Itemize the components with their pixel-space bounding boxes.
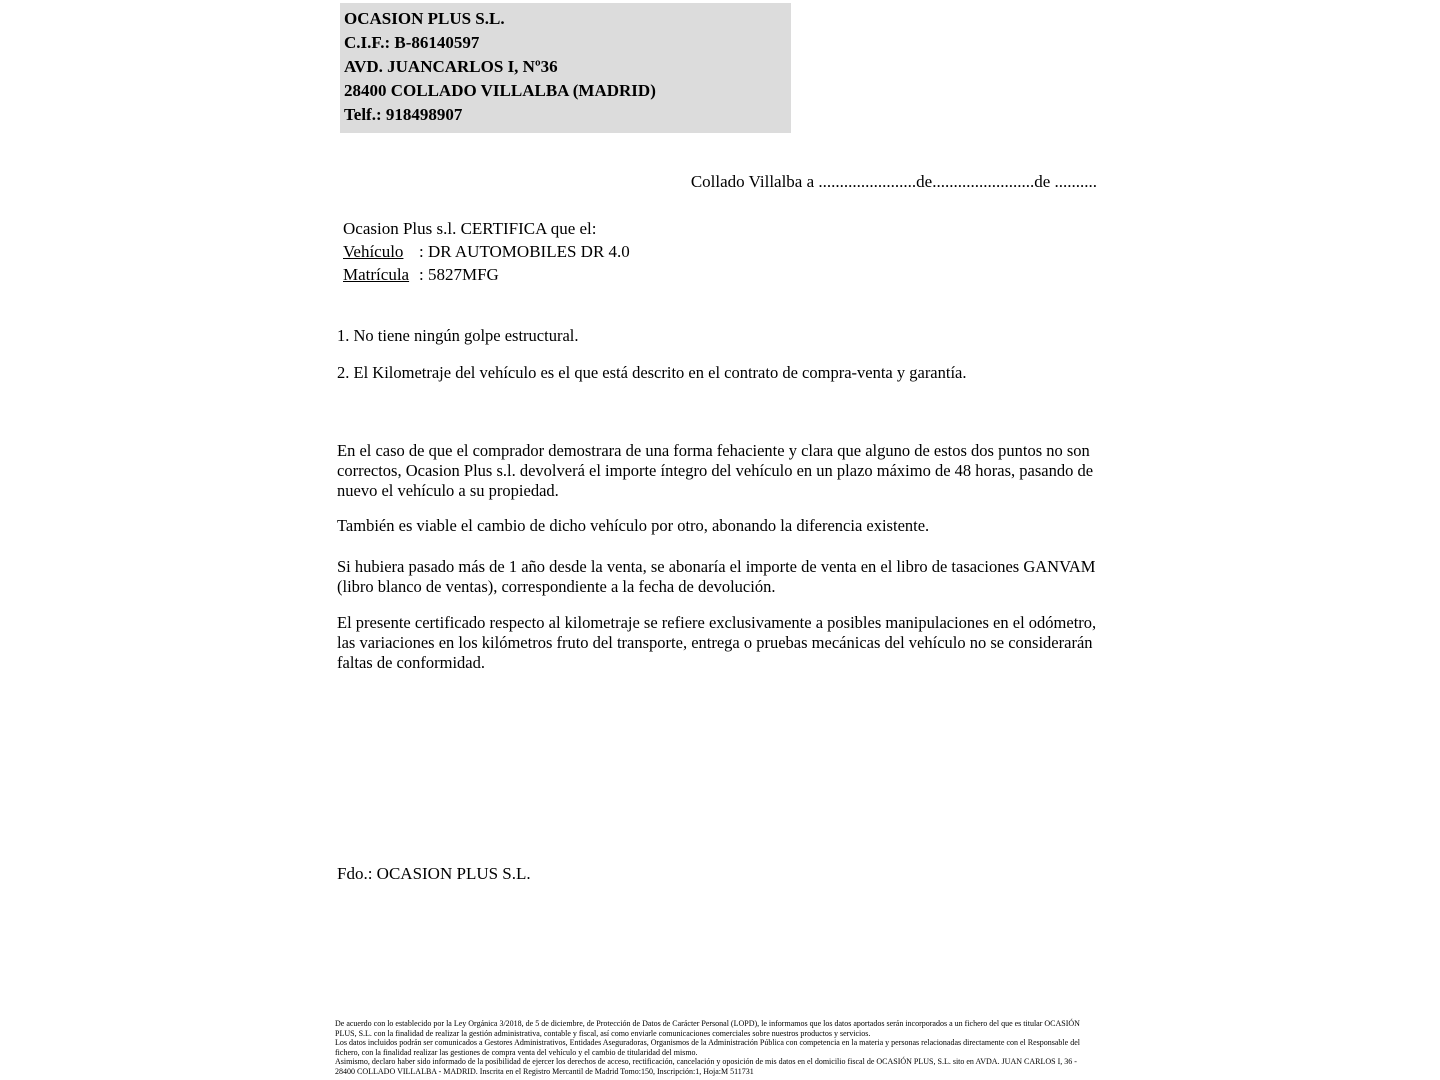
paragraph-odometer: El presente certificado respecto al kilometraje se refiere exclusivamente a posibles manipulaciones en el odómetro, las variaciones en los kilómetros fruto del transporte, entrega o pruebas mecánicas del vehículo no se considerarán faltas de conformidad.: [337, 613, 1097, 672]
signature-line: Fdo.: OCASION PLUS S.L.: [337, 864, 531, 883]
certify-intro: Ocasion Plus s.l. CERTIFICA que el:: [343, 219, 597, 238]
company-header-box: [340, 3, 791, 133]
vehicle-label: Vehículo: [343, 242, 404, 261]
plate-label: Matrícula: [343, 265, 410, 284]
paragraph-return-policy: En el caso de que el comprador demostrara de una forma fehaciente y clara que alguno de estos dos puntos no son correctos, Ocasion Plus s.l. devolverá el importe íntegro del vehículo en un plazo máximo de 48 horas, pasando de nuevo el vehículo a su propiedad.: [337, 441, 1094, 500]
legal-paragraph-data-sharing: Los datos incluidos podrán ser comunicados a Gestores Administrativos, Entidades Aseguradoras, Organismos de la Administración Pública con competencia en la materia y personas relacionadas directamente con el Responsable del fichero, con la finalidad realizar las gestiones de compra venta del vehículo y el cambio de titularidad del mismo.: [335, 1038, 1080, 1057]
legal-paragraph-rights: Asimismo, declaro haber sido informado de la posibilidad de ejercer los derechos de acceso, rectificación, cancelación y oposición de mis datos en el domicilio fiscal de OCASIÓN PLUS, S.L. sito en AVDA. JUAN CARLOS I, 36 - 28400 COLLADO VILLALBA - MADRID. Inscrita en el Registro Mercantil de Madrid Tomo:150, Inscripción:1, Hoja:M 511731: [335, 1057, 1077, 1076]
company-cif: C.I.F.: B-86140597: [344, 33, 480, 52]
certify-block: [343, 217, 630, 286]
point-structural: 1. No tiene ningún golpe estructural.: [337, 326, 579, 345]
company-phone: Telf.: 918498907: [344, 105, 463, 124]
company-name: OCASION PLUS S.L.: [344, 9, 505, 28]
legal-paragraph-lopd: De acuerdo con lo establecido por la Ley Orgánica 3/2018, de 5 de diciembre, de Protección de Datos de Carácter Personal (LOPD), le informamos que los datos aportados serán incorporados a un fichero del que es titular OCASIÓN PLUS, S.L. con la finalidad de realizar la gestión administrativa, contable y fiscal, así como enviarle comunicaciones comerciales sobre nuestros productos y servicios.: [335, 1019, 1080, 1038]
legal-footer: [335, 1019, 1097, 1077]
plate-value: : 5827MFG: [419, 265, 499, 284]
company-city: 28400 COLLADO VILLALBA (MADRID): [344, 81, 656, 100]
company-address: AVD. JUANCARLOS I, Nº36: [344, 57, 558, 76]
paragraph-exchange: También es viable el cambio de dicho vehículo por otro, abonando la diferencia existente.: [337, 516, 930, 535]
date-line: Collado Villalba a .......................de........................de ..........: [690, 172, 1097, 191]
point-mileage: 2. El Kilometraje del vehículo es el que está descrito en el contrato de compra-venta y garantía.: [337, 363, 967, 382]
vehicle-row: [343, 240, 630, 263]
plate-row: [343, 263, 630, 286]
paragraph-ganvam: Si hubiera pasado más de 1 año desde la venta, se abonaría el importe de venta en el libro de tasaciones GANVAM (libro blanco de ventas), correspondiente a la fecha de devolución.: [337, 557, 1096, 596]
vehicle-value: : DR AUTOMOBILES DR 4.0: [419, 242, 630, 261]
